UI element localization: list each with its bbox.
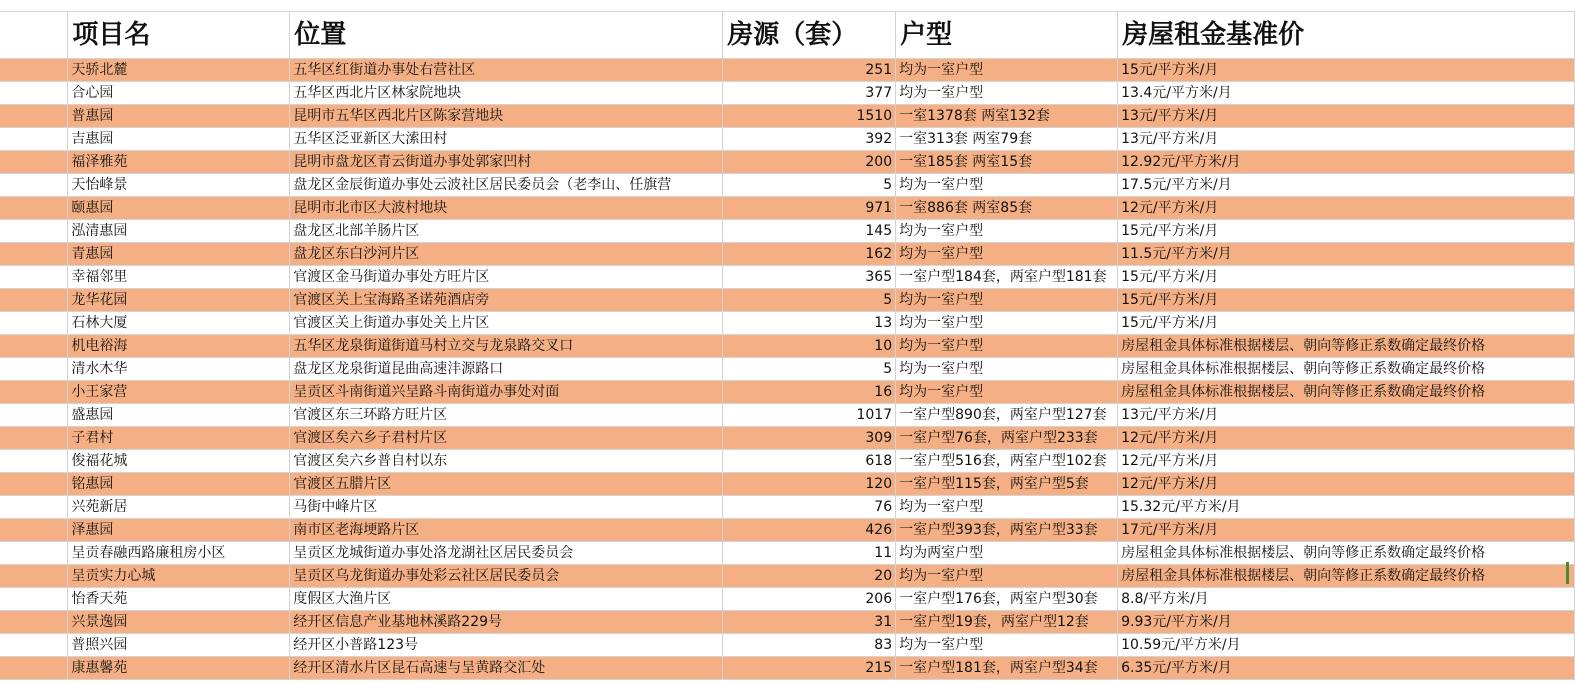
cell-blank[interactable] (0, 565, 68, 588)
cell-blank[interactable] (0, 358, 68, 381)
cell-units[interactable]: 1510 (723, 105, 896, 128)
table-row (0, 174, 1575, 197)
cell-location[interactable]: 盘龙区龙泉街道昆曲高速沣源路口 (290, 358, 723, 381)
cell-location[interactable]: 盘龙区北部羊肠片区 (290, 220, 723, 243)
cell-unit-type[interactable]: 一室185套 两室15套 (896, 151, 1118, 174)
cell-unit-type[interactable]: 均为一室户型 (896, 312, 1118, 335)
cell-blank[interactable] (0, 59, 68, 82)
cell-project-name[interactable]: 普照兴园 (68, 634, 290, 657)
cell-project-name[interactable]: 天怡峰景 (68, 174, 290, 197)
cell-unit-type[interactable]: 均为一室户型 (896, 243, 1118, 266)
cell-rent-price[interactable]: 15元/平方米/月 (1118, 312, 1575, 335)
table-row (0, 496, 1575, 519)
cell-units[interactable]: 162 (723, 243, 896, 266)
spreadsheet-grid[interactable] (0, 12, 1575, 680)
cell-project-name[interactable]: 福泽雅苑 (68, 151, 290, 174)
cell-project-name[interactable]: 呈贡春融西路廉租房小区 (68, 542, 290, 565)
table-row (0, 220, 1575, 243)
cell-unit-type[interactable]: 均为一室户型 (896, 220, 1118, 243)
cell-units[interactable]: 5 (723, 174, 896, 197)
cell-rent-price[interactable]: 6.35元/平方米/月 (1118, 657, 1575, 680)
cell-unit-type[interactable]: 一室户型181套，两室户型34套 (896, 657, 1118, 680)
cell-rent-price[interactable]: 12元/平方米/月 (1118, 473, 1575, 496)
cell-project-name[interactable]: 小王家营 (68, 381, 290, 404)
cell-unit-type[interactable]: 一室户型184套，两室户型181套 (896, 266, 1118, 289)
cell-location[interactable]: 经开区清水片区昆石高速与呈黄路交汇处 (290, 657, 723, 680)
cell-project-name[interactable]: 兴苑新居 (68, 496, 290, 519)
cell-blank[interactable] (0, 243, 68, 266)
table-row (0, 312, 1575, 335)
cell-rent-price[interactable]: 15元/平方米/月 (1118, 220, 1575, 243)
cell-blank[interactable] (0, 427, 68, 450)
cell-location[interactable]: 官渡区矣六乡普自村以东 (290, 450, 723, 473)
cell-rent-price[interactable]: 8.8/平方米/月 (1118, 588, 1575, 611)
cell-blank[interactable] (0, 381, 68, 404)
cell-blank[interactable] (0, 151, 68, 174)
cell-location[interactable]: 呈贡区龙城街道办事处洛龙湖社区居民委员会 (290, 542, 723, 565)
cell-units[interactable]: 392 (723, 128, 896, 151)
cell-blank[interactable] (0, 657, 68, 680)
cell-unit-type[interactable]: 均为一室户型 (896, 289, 1118, 312)
cell-project-name[interactable]: 怡香天苑 (68, 588, 290, 611)
cell-unit-type[interactable]: 均为一室户型 (896, 59, 1118, 82)
table-row (0, 381, 1575, 404)
cell-units[interactable]: 971 (723, 197, 896, 220)
cell-blank[interactable] (0, 496, 68, 519)
cell-blank[interactable] (0, 174, 68, 197)
cell-units[interactable]: 145 (723, 220, 896, 243)
cell-rent-price[interactable]: 房屋租金具体标准根据楼层、朝向等修正系数确定最终价格 (1118, 381, 1575, 404)
cell-location[interactable]: 官渡区矣六乡子君村片区 (290, 427, 723, 450)
cell-unit-type[interactable]: 一室户型516套，两室户型102套 (896, 450, 1118, 473)
header-row (0, 12, 1575, 59)
cell-rent-price[interactable]: 房屋租金具体标准根据楼层、朝向等修正系数确定最终价格 (1118, 335, 1575, 358)
cell-units[interactable]: 426 (723, 519, 896, 542)
cell-units[interactable]: 13 (723, 312, 896, 335)
cell-location[interactable]: 盘龙区东白沙河片区 (290, 243, 723, 266)
cell-unit-type[interactable]: 一室户型393套，两室户型33套 (896, 519, 1118, 542)
selection-edge-marker (1566, 562, 1569, 584)
cell-units[interactable]: 11 (723, 542, 896, 565)
cell-location[interactable]: 昆明市北市区大波村地块 (290, 197, 723, 220)
header-cell-unit-type[interactable]: 户型 (896, 12, 1118, 59)
cell-units[interactable]: 5 (723, 289, 896, 312)
table-row (0, 634, 1575, 657)
cell-units[interactable]: 20 (723, 565, 896, 588)
cell-rent-price[interactable]: 17.5元/平方米/月 (1118, 174, 1575, 197)
header-cell-blank[interactable] (0, 12, 68, 59)
cell-unit-type[interactable]: 一室户型76套，两室户型233套 (896, 427, 1118, 450)
cell-unit-type[interactable]: 均为一室户型 (896, 634, 1118, 657)
header-cell-units[interactable]: 房源（套） (723, 12, 896, 59)
cell-location[interactable]: 呈贡区斗南街道兴呈路斗南街道办事处对面 (290, 381, 723, 404)
cell-blank[interactable] (0, 289, 68, 312)
cell-unit-type[interactable]: 一室886套 两室85套 (896, 197, 1118, 220)
cell-location[interactable]: 经开区信息产业基地林溪路229号 (290, 611, 723, 634)
header-cell-location[interactable]: 位置 (290, 12, 723, 59)
cell-units[interactable]: 5 (723, 358, 896, 381)
cell-blank[interactable] (0, 404, 68, 427)
cell-blank[interactable] (0, 82, 68, 105)
cell-blank[interactable] (0, 335, 68, 358)
cell-unit-type[interactable]: 均为一室户型 (896, 82, 1118, 105)
cell-units[interactable]: 31 (723, 611, 896, 634)
cell-rent-price[interactable]: 房屋租金具体标准根据楼层、朝向等修正系数确定最终价格 (1118, 542, 1575, 565)
cell-project-name[interactable]: 吉惠园 (68, 128, 290, 151)
cell-rent-price[interactable]: 房屋租金具体标准根据楼层、朝向等修正系数确定最终价格 (1118, 358, 1575, 381)
cell-rent-price[interactable]: 12元/平方米/月 (1118, 197, 1575, 220)
cell-project-name[interactable]: 清水木华 (68, 358, 290, 381)
cell-blank[interactable] (0, 634, 68, 657)
cell-location[interactable]: 盘龙区金辰街道办事处云波社区居民委员会（老李山、任旗营 (290, 174, 723, 197)
cell-location[interactable]: 度假区大渔片区 (290, 588, 723, 611)
cell-unit-type[interactable]: 一室户型19套，两室户型12套 (896, 611, 1118, 634)
cell-units[interactable]: 10 (723, 335, 896, 358)
table-row (0, 565, 1575, 588)
cell-location[interactable]: 五华区西北片区林家院地块 (290, 82, 723, 105)
cell-units[interactable]: 365 (723, 266, 896, 289)
cell-location[interactable]: 昆明市盘龙区青云街道办事处郭家凹村 (290, 151, 723, 174)
header-cell-rent-price[interactable]: 房屋租金基准价 (1118, 12, 1575, 59)
cell-project-name[interactable]: 盛惠园 (68, 404, 290, 427)
cell-project-name[interactable]: 青惠园 (68, 243, 290, 266)
cell-units[interactable]: 1017 (723, 404, 896, 427)
table-row (0, 358, 1575, 381)
cell-unit-type[interactable]: 一室户型890套，两室户型127套 (896, 404, 1118, 427)
table-row (0, 542, 1575, 565)
cell-rent-price[interactable]: 13元/平方米/月 (1118, 404, 1575, 427)
cell-location[interactable]: 官渡区金马街道办事处方旺片区 (290, 266, 723, 289)
cell-project-name[interactable]: 合心园 (68, 82, 290, 105)
cell-location[interactable]: 五华区泛亚新区大溹田村 (290, 128, 723, 151)
cell-rent-price[interactable]: 15元/平方米/月 (1118, 59, 1575, 82)
table-row (0, 404, 1575, 427)
cell-project-name[interactable]: 康惠馨苑 (68, 657, 290, 680)
cell-location[interactable]: 昆明市五华区西北片区陈家营地块 (290, 105, 723, 128)
cell-rent-price[interactable]: 10.59元/平方米/月 (1118, 634, 1575, 657)
cell-units[interactable]: 618 (723, 450, 896, 473)
cell-rent-price[interactable]: 房屋租金具体标准根据楼层、朝向等修正系数确定最终价格 (1118, 565, 1575, 588)
table-row (0, 128, 1575, 151)
cell-units[interactable]: 16 (723, 381, 896, 404)
cell-units[interactable]: 251 (723, 59, 896, 82)
cell-unit-type[interactable]: 一室户型115套，两室户型5套 (896, 473, 1118, 496)
table-row (0, 266, 1575, 289)
cell-location[interactable]: 五华区龙泉街道街道马村立交与龙泉路交叉口 (290, 335, 723, 358)
cell-rent-price[interactable]: 15元/平方米/月 (1118, 266, 1575, 289)
cell-blank[interactable] (0, 266, 68, 289)
table-row (0, 335, 1575, 358)
cell-units[interactable]: 377 (723, 82, 896, 105)
table-row (0, 519, 1575, 542)
table-row (0, 473, 1575, 496)
cell-blank[interactable] (0, 519, 68, 542)
cell-rent-price[interactable]: 13元/平方米/月 (1118, 105, 1575, 128)
cell-unit-type[interactable]: 一室313套 两室79套 (896, 128, 1118, 151)
cell-location[interactable]: 南市区老海埂路片区 (290, 519, 723, 542)
formula-bar-strip (0, 0, 1575, 12)
cell-units[interactable]: 120 (723, 473, 896, 496)
cell-location[interactable]: 官渡区关上宝海路圣诺苑酒店旁 (290, 289, 723, 312)
cell-project-name[interactable]: 呈贡实力心城 (68, 565, 290, 588)
table-row (0, 427, 1575, 450)
cell-blank[interactable] (0, 220, 68, 243)
table-row (0, 197, 1575, 220)
cell-project-name[interactable]: 石林大厦 (68, 312, 290, 335)
table-row (0, 59, 1575, 82)
cell-unit-type[interactable]: 一室1378套 两室132套 (896, 105, 1118, 128)
table-row (0, 151, 1575, 174)
cell-units[interactable]: 83 (723, 634, 896, 657)
cell-rent-price[interactable]: 12元/平方米/月 (1118, 450, 1575, 473)
cell-rent-price[interactable]: 13.4元/平方米/月 (1118, 82, 1575, 105)
cell-blank[interactable] (0, 450, 68, 473)
cell-unit-type[interactable]: 均为一室户型 (896, 335, 1118, 358)
cell-blank[interactable] (0, 197, 68, 220)
table-row (0, 105, 1575, 128)
cell-blank[interactable] (0, 611, 68, 634)
cell-project-name[interactable]: 龙华花园 (68, 289, 290, 312)
cell-rent-price[interactable]: 15元/平方米/月 (1118, 289, 1575, 312)
cell-location[interactable]: 官渡区关上街道办事处关上片区 (290, 312, 723, 335)
cell-project-name[interactable]: 颐惠园 (68, 197, 290, 220)
header-cell-project-name[interactable]: 项目名 (68, 12, 290, 59)
cell-project-name[interactable]: 幸福邻里 (68, 266, 290, 289)
cell-location[interactable]: 五华区红街道办事处右营社区 (290, 59, 723, 82)
table-row (0, 588, 1575, 611)
cell-unit-type[interactable]: 一室户型176套，两室户型30套 (896, 588, 1118, 611)
cell-project-name[interactable]: 子君村 (68, 427, 290, 450)
table-row (0, 243, 1575, 266)
cell-units[interactable]: 200 (723, 151, 896, 174)
cell-rent-price[interactable]: 17元/平方米/月 (1118, 519, 1575, 542)
cell-rent-price[interactable]: 9.93元/平方米/月 (1118, 611, 1575, 634)
cell-location[interactable]: 马街中峰片区 (290, 496, 723, 519)
cell-rent-price[interactable]: 15.32元/平方米/月 (1118, 496, 1575, 519)
cell-rent-price[interactable]: 13元/平方米/月 (1118, 128, 1575, 151)
cell-units[interactable]: 206 (723, 588, 896, 611)
table-row (0, 289, 1575, 312)
cell-rent-price[interactable]: 11.5元/平方米/月 (1118, 243, 1575, 266)
cell-project-name[interactable]: 兴景逸园 (68, 611, 290, 634)
cell-blank[interactable] (0, 312, 68, 335)
cell-units[interactable]: 76 (723, 496, 896, 519)
table-row (0, 82, 1575, 105)
table-row (0, 450, 1575, 473)
cell-location[interactable]: 呈贡区乌龙街道办事处彩云社区居民委员会 (290, 565, 723, 588)
cell-location[interactable]: 官渡区东三环路方旺片区 (290, 404, 723, 427)
cell-project-name[interactable]: 天骄北麓 (68, 59, 290, 82)
table-row (0, 657, 1575, 680)
cell-blank[interactable] (0, 542, 68, 565)
cell-location[interactable]: 官渡区五腊片区 (290, 473, 723, 496)
cell-project-name[interactable]: 普惠园 (68, 105, 290, 128)
cell-blank[interactable] (0, 473, 68, 496)
cell-rent-price[interactable]: 12元/平方米/月 (1118, 427, 1575, 450)
cell-unit-type[interactable]: 均为两室户型 (896, 542, 1118, 565)
cell-unit-type[interactable]: 均为一室户型 (896, 496, 1118, 519)
cell-project-name[interactable]: 泽惠园 (68, 519, 290, 542)
cell-unit-type[interactable]: 均为一室户型 (896, 358, 1118, 381)
cell-unit-type[interactable]: 均为一室户型 (896, 565, 1118, 588)
cell-project-name[interactable]: 泓清惠园 (68, 220, 290, 243)
cell-unit-type[interactable]: 均为一室户型 (896, 381, 1118, 404)
cell-units[interactable]: 215 (723, 657, 896, 680)
cell-location[interactable]: 经开区小普路123号 (290, 634, 723, 657)
cell-blank[interactable] (0, 128, 68, 151)
cell-blank[interactable] (0, 588, 68, 611)
cell-project-name[interactable]: 铭惠园 (68, 473, 290, 496)
cell-project-name[interactable]: 俊福花城 (68, 450, 290, 473)
cell-unit-type[interactable]: 均为一室户型 (896, 174, 1118, 197)
cell-project-name[interactable]: 机电裕海 (68, 335, 290, 358)
cell-blank[interactable] (0, 105, 68, 128)
cell-rent-price[interactable]: 12.92元/平方米/月 (1118, 151, 1575, 174)
cell-units[interactable]: 309 (723, 427, 896, 450)
table-row (0, 611, 1575, 634)
